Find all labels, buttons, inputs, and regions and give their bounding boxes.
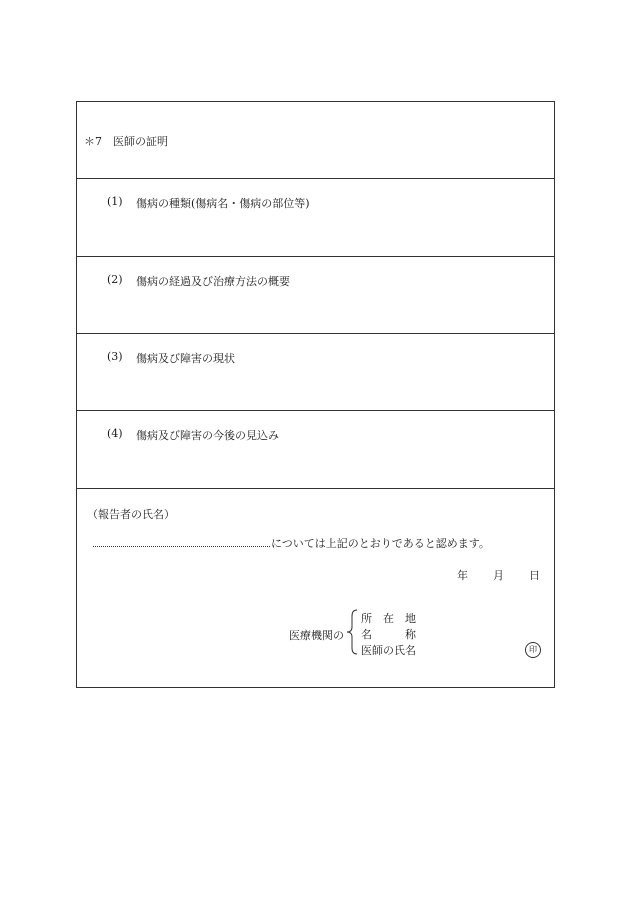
item-label-1: 傷病の種類(傷病名・傷病の部位等) — [136, 197, 310, 210]
reporter-name-field[interactable] — [93, 534, 270, 547]
date-month: 月 — [493, 569, 504, 582]
date-day: 日 — [529, 569, 540, 582]
item-label-2: 傷病の経過及び治療方法の概要 — [136, 275, 290, 288]
item-row-1[interactable] — [77, 179, 554, 257]
item-number-1: (1) — [107, 195, 123, 208]
item-label-4: 傷病及び障害の今後の見込み — [136, 429, 279, 442]
certification-statement: については上記のとおりであると認めます。 — [271, 537, 490, 550]
seal-mark: 印 — [525, 642, 541, 658]
brace-icon — [345, 609, 359, 655]
medical-certificate-form — [76, 101, 555, 688]
item-row-2[interactable] — [77, 257, 554, 334]
institution-name-label: 名 称 — [361, 628, 416, 641]
date-year: 年 — [457, 569, 468, 582]
item-number-4: (4) — [107, 427, 123, 440]
reporter-name-label: （報告者の氏名） — [87, 508, 175, 521]
institution-label: 医療機関の — [289, 629, 344, 642]
section-title: ＊7 医師の証明 — [84, 135, 168, 148]
item-number-3: (3) — [107, 350, 123, 363]
item-label-3: 傷病及び障害の現状 — [136, 352, 235, 365]
doctor-name-label: 医師の氏名 — [361, 644, 416, 657]
institution-address-label: 所 在 地 — [361, 612, 416, 625]
item-row-3[interactable] — [77, 334, 554, 411]
item-number-2: (2) — [107, 273, 123, 286]
item-row-4[interactable] — [77, 411, 554, 489]
section-header-row — [77, 102, 554, 179]
certification-section — [77, 489, 554, 687]
